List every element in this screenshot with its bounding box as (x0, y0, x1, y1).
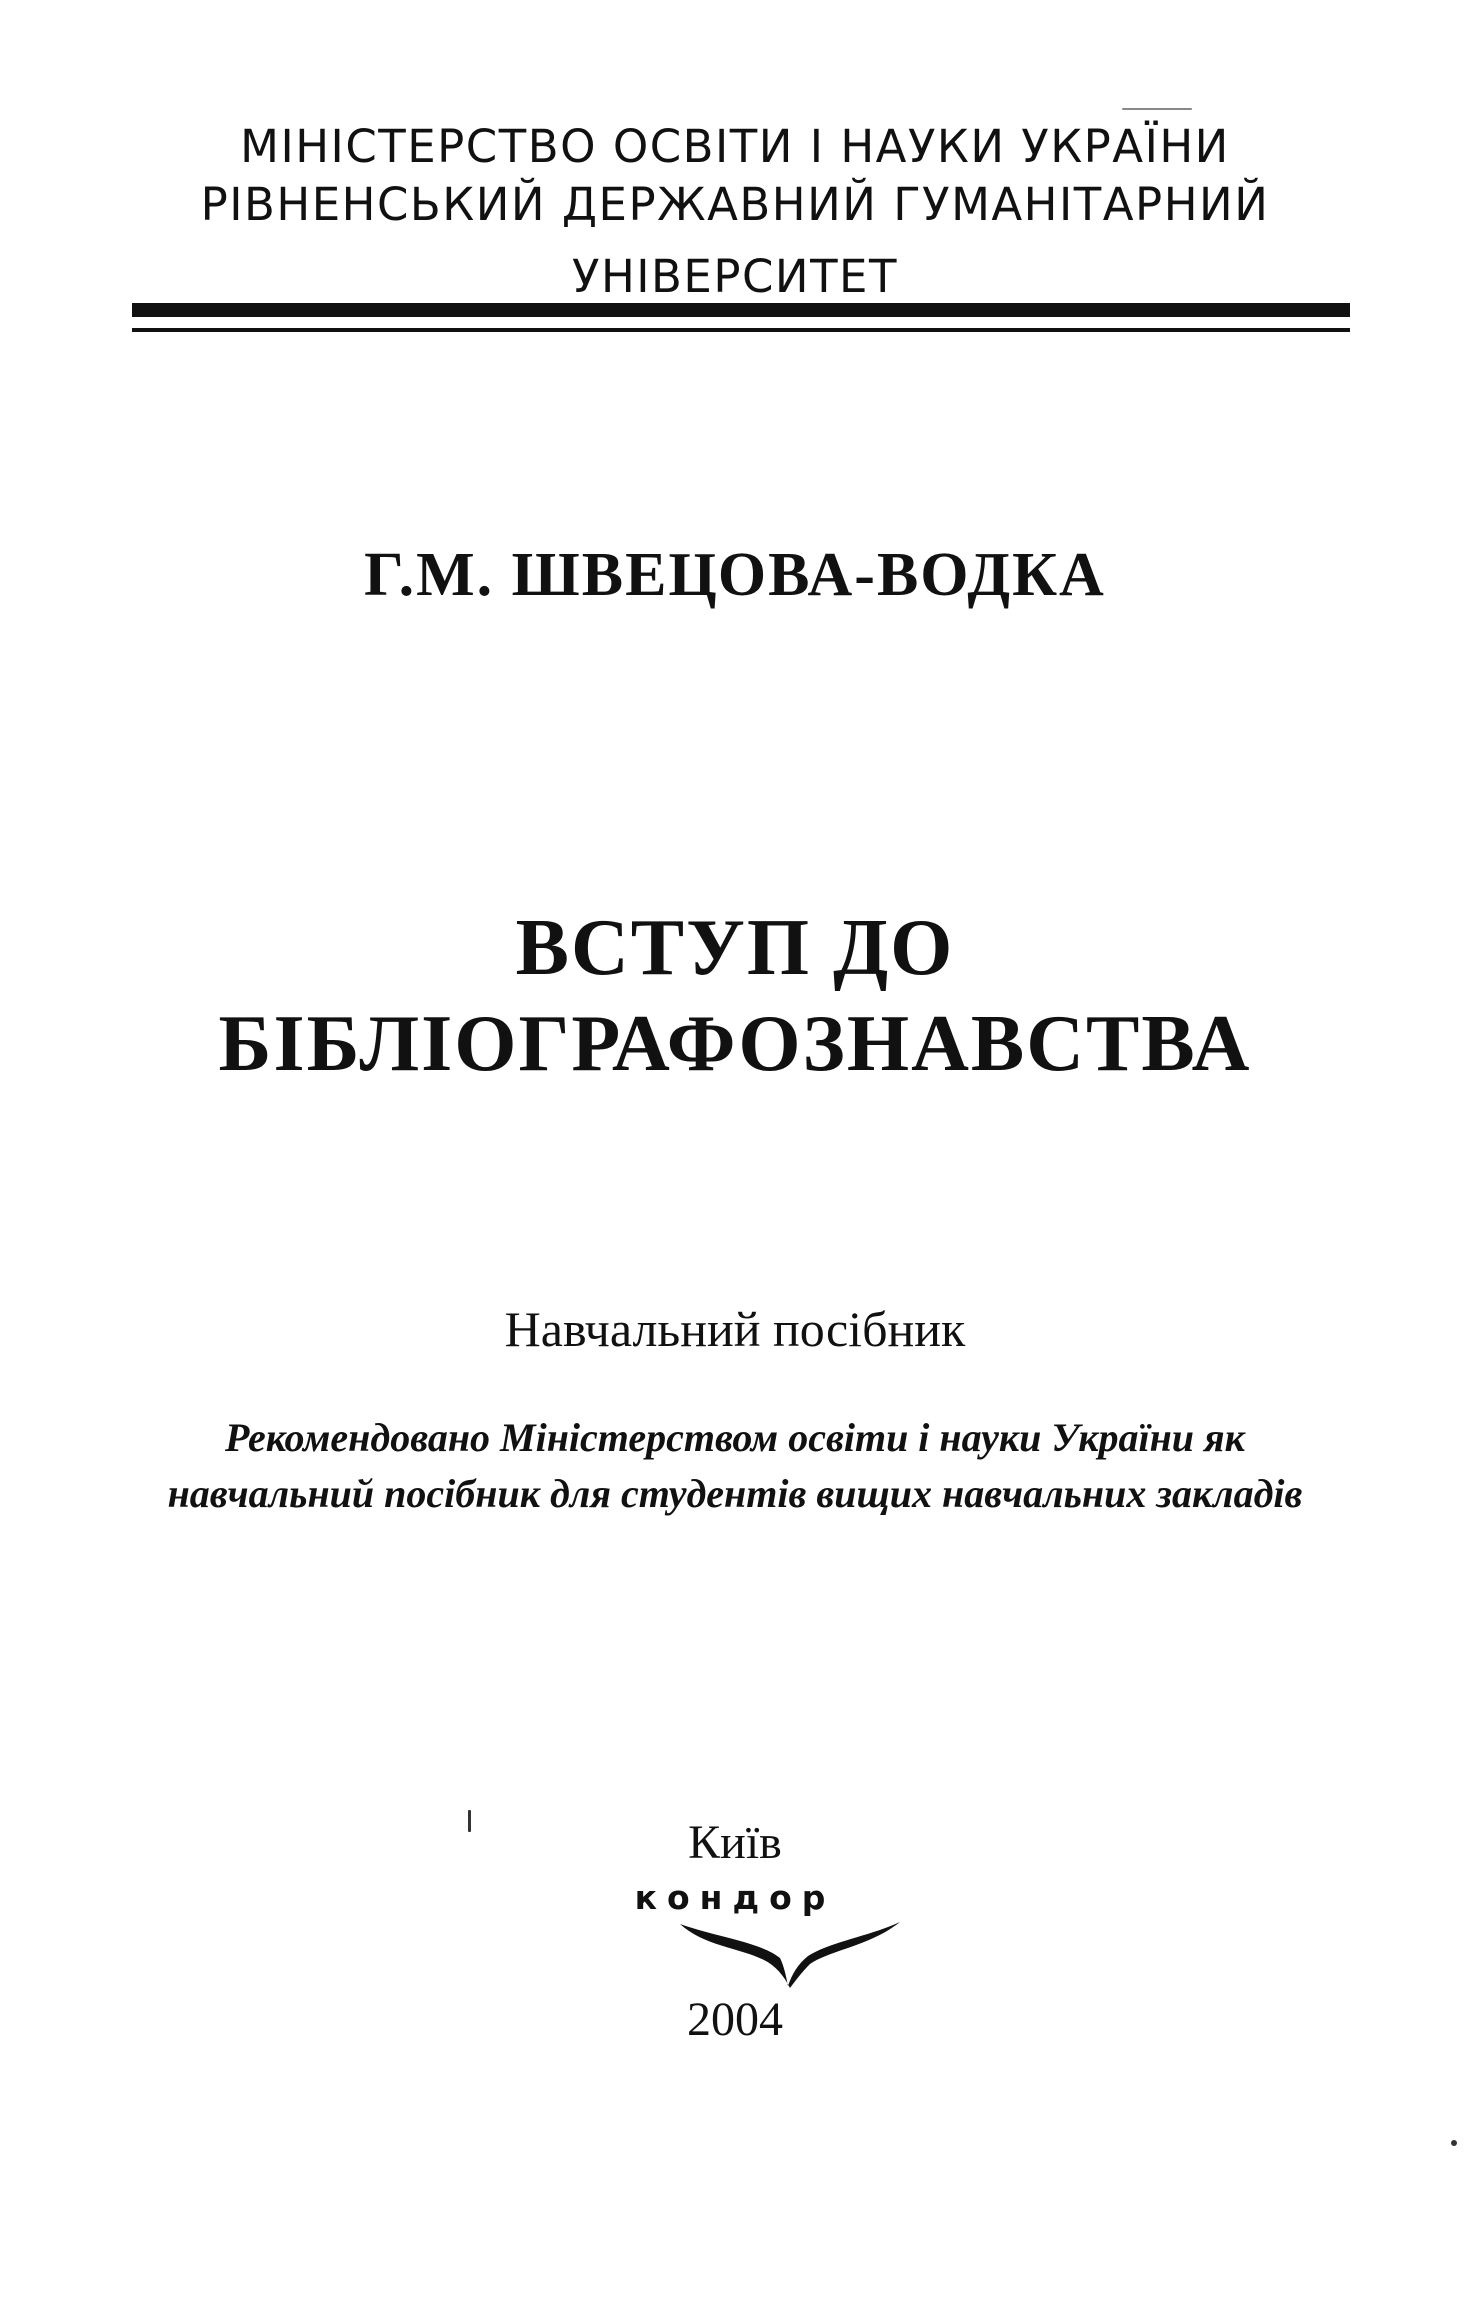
publisher-name: кондор (634, 1878, 836, 1917)
ministry-name: МІНІСТЕРСТВО ОСВІТИ І НАУКИ УКРАЇНИ (240, 120, 1230, 173)
publication-city: Київ (688, 1816, 782, 1869)
author-name: Г.М. ШВЕЦОВА-ВОДКА (364, 541, 1106, 609)
recommendation-line2: навчальний посібник для студентів вищих навчальних закладів (167, 1471, 1303, 1516)
university-name-line2: УНІВЕРСИТЕТ (572, 250, 898, 303)
institution-header (0, 118, 1470, 306)
publication-year: 2004 (687, 1993, 783, 2046)
university-name-line1: РІВНЕНСЬКИЙ ДЕРЖАВНИЙ ГУМАНІТАРНИЙ (200, 178, 1270, 231)
condor-wings-logo-icon (680, 1918, 900, 1988)
recommendation-note (0, 1410, 1470, 1522)
scan-speck (1451, 2140, 1457, 2146)
book-subtitle: Навчальний посібник (504, 1301, 966, 1357)
scan-speck (468, 1810, 471, 1832)
book-title-line2: БІБЛІОГРАФОЗНАВСТВА (218, 1000, 1252, 1088)
book-title (0, 900, 1470, 1092)
book-title-line1: ВСТУП ДО (515, 904, 955, 992)
header-rule-thin (132, 328, 1350, 332)
header-rule-thick (132, 303, 1350, 317)
recommendation-line1: Рекомендовано Міністерством освіти і науки України як (225, 1415, 1245, 1460)
scan-speck (1122, 108, 1192, 110)
